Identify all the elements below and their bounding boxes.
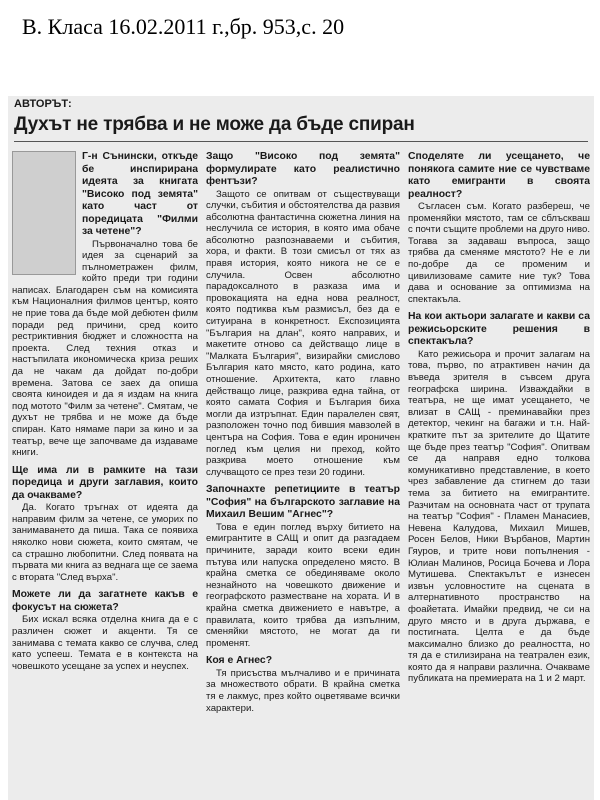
interview-question: Започнахте репетициите в театър "София" на българското заглавие на Михаил Вешим "Агнес"? — [206, 484, 400, 521]
author-photo — [12, 151, 76, 275]
interview-answer: Защото се опитвам от съществуващи случки, събития и обстоятелства да развия абсолютна фантастична сюжетна линия на неслучила се история, в която има обаче абсолютно разпознаваеми и събития, хора, и факти. В този смисъл от тях аз правя история, която никога не се е случила. Освен абсолютно парадоксалното в разказа има и провокацията на една нова реалност, която подтиква към размисъл, без да е ситуирана в конкретност. Експозицията "България на длан", която направих, и макетите отново са действащо лице в "Малката България", визирайки смислово България като място, като родина, като отношение. Архитекта, като главно действащо лице, разкрива една тайна, от която самата София и България биха могли да изтръпнат. Един паралелен свят, разположен точно под бившия мавзолей в центъра на София. Това е един ироничен поглед към целия ни преход, който разкрива моето отношение към случващото се през тези 20 години. — [206, 188, 400, 478]
article-column-3 — [408, 151, 590, 797]
interview-answer: Първоначално това бе идея за сценарий за пълнометражен филм, който преди три години написах. Благодарен съм на комисията към Националния филмов център, която не прие това да бъде мой дебютен филм поради ред причини, сред които рестриктивния бюджет и сложността на проекта. След техния отказ и настъпилата икономическа криза реших да не чакам да дойдат по-добри времена. Затова се заех да опиша своята киноидея и да я издам на книга под мотото "Филм за четене". Смятам, че духът не трябва и не може да бъде спиран. Като нямаме пари за кино и за театър, вече ще започваме да издаваме книги. — [12, 238, 198, 459]
interview-answer: Да. Когато тръгнах от идеята да направим филм за четене, се уморих по занимаването да пиша. Така се появиха няколко нови сюжета, които смятам, че са страшно любопитни. След появата на първата ми книга аз веднага ще се заема с втората "След върха". — [12, 502, 198, 583]
title-divider — [14, 141, 588, 142]
interview-answer: Бих искал всяка отделна книга да е с различен сюжет и акценти. Тя се занимава с темата какво се случва, след като успееш. Темата е в контекста на човешкото усещане за успех и неуспех. — [12, 614, 198, 672]
interview-question: На кои актьори залагате и какви са режисьорските решения в спектакъла? — [408, 311, 590, 348]
interview-question: Защо "Високо под земята" формулирате като реалистично фентъзи? — [206, 151, 400, 187]
interview-question: Споделяте ли усещането, че понякога самите ние се чувстваме като емигранти в своята реалност? — [408, 151, 590, 200]
article-column-1 — [12, 151, 198, 797]
article-title: Духът не трябва и не може да бъде спиран — [14, 114, 415, 135]
interview-question: Можете ли да загатнете какъв е фокусът на сюжета? — [12, 589, 198, 613]
interview-answer: Съгласен съм. Когато разбереш, че променяйки мястото, там се сблъскваш с почти същите проблеми на друго ниво. Тогава за задаваш въпроса, защо трябва да сменяме мястото? Не е ли по-добре да се променим и цивилизоваме самите ние тук? Това дава и основание за оптимизма на спектакъла. — [408, 201, 590, 305]
newspaper-clipping — [8, 96, 594, 800]
interview-question: Коя е Агнес? — [206, 655, 273, 667]
article-rubric: АВТОРЪТ: — [14, 98, 72, 110]
interview-answer: Тя присъства мълчаливо и е причината за множеството обрати. В крайна сметка тя е лакмус, през който оцветяваме всички характери. — [206, 667, 400, 714]
article-column-2 — [206, 151, 400, 797]
interview-answer: Като режисьора и прочит залагам на това, първо, по атрактивен начин да въведа зрителя в съвсем друга географска ширина. Изваждайки в театъра, не ще имат усещането, че влизат в САЩ - преминавайки през детектор, чекинг на багажи и т.н. Най-кратките път за зрителите до Щатите ще бъде през театър "София". Опитвам се да направя едно толкова комуникативно представление, в което чрез забавление да стигнем до тази тема за битието на емигрантите. Разчитам на основната част от трупата на театър "София" - Пламен Манасиев, Невена Калудова, Михаил Мишев, Росен Белов, Ники Върбанов, Мартин Гяуров, и трите нови попълнения - Юлиан Малинов, Росица Бочева и Лора Мутишева. Спектакълът е изнесен извън условностите на сцената в алтернативното пространство на фоайетата. Имайки предвид, че си на друго място и в друга държава, е постигната. Целта е да бъде максимално близко до реалността, но тя да е стилизирана на театрален език, която да я направи различна. Очакваме публиката на премиерата на 1 и 2 март. — [408, 348, 590, 685]
source-citation: В. Класа 16.02.2011 г.,бр. 953,с. 20 — [22, 14, 345, 39]
interview-answer: Това е един поглед върху битието на емигрантите в САЩ и опит да разгадаем причините, заради които всеки един пътува или напуска определено място. В крайна сметка се обединяваме около незнайното на човешкото движение и географското разместване на хората. И в крайна сметка движението е навътре, а правилата, които трябва да изпълним, сменяйки мястото, не могат да ги променят. — [206, 521, 400, 649]
interview-question: Ще има ли в рамките на тази поредица и други заглавия, които да очакваме? — [12, 464, 198, 501]
interview-question: Г-н Сънински, откъде бе инспирирана идеята за книгата "Високо под земята" като част от поредицата "Филми за четене"? — [82, 151, 198, 237]
